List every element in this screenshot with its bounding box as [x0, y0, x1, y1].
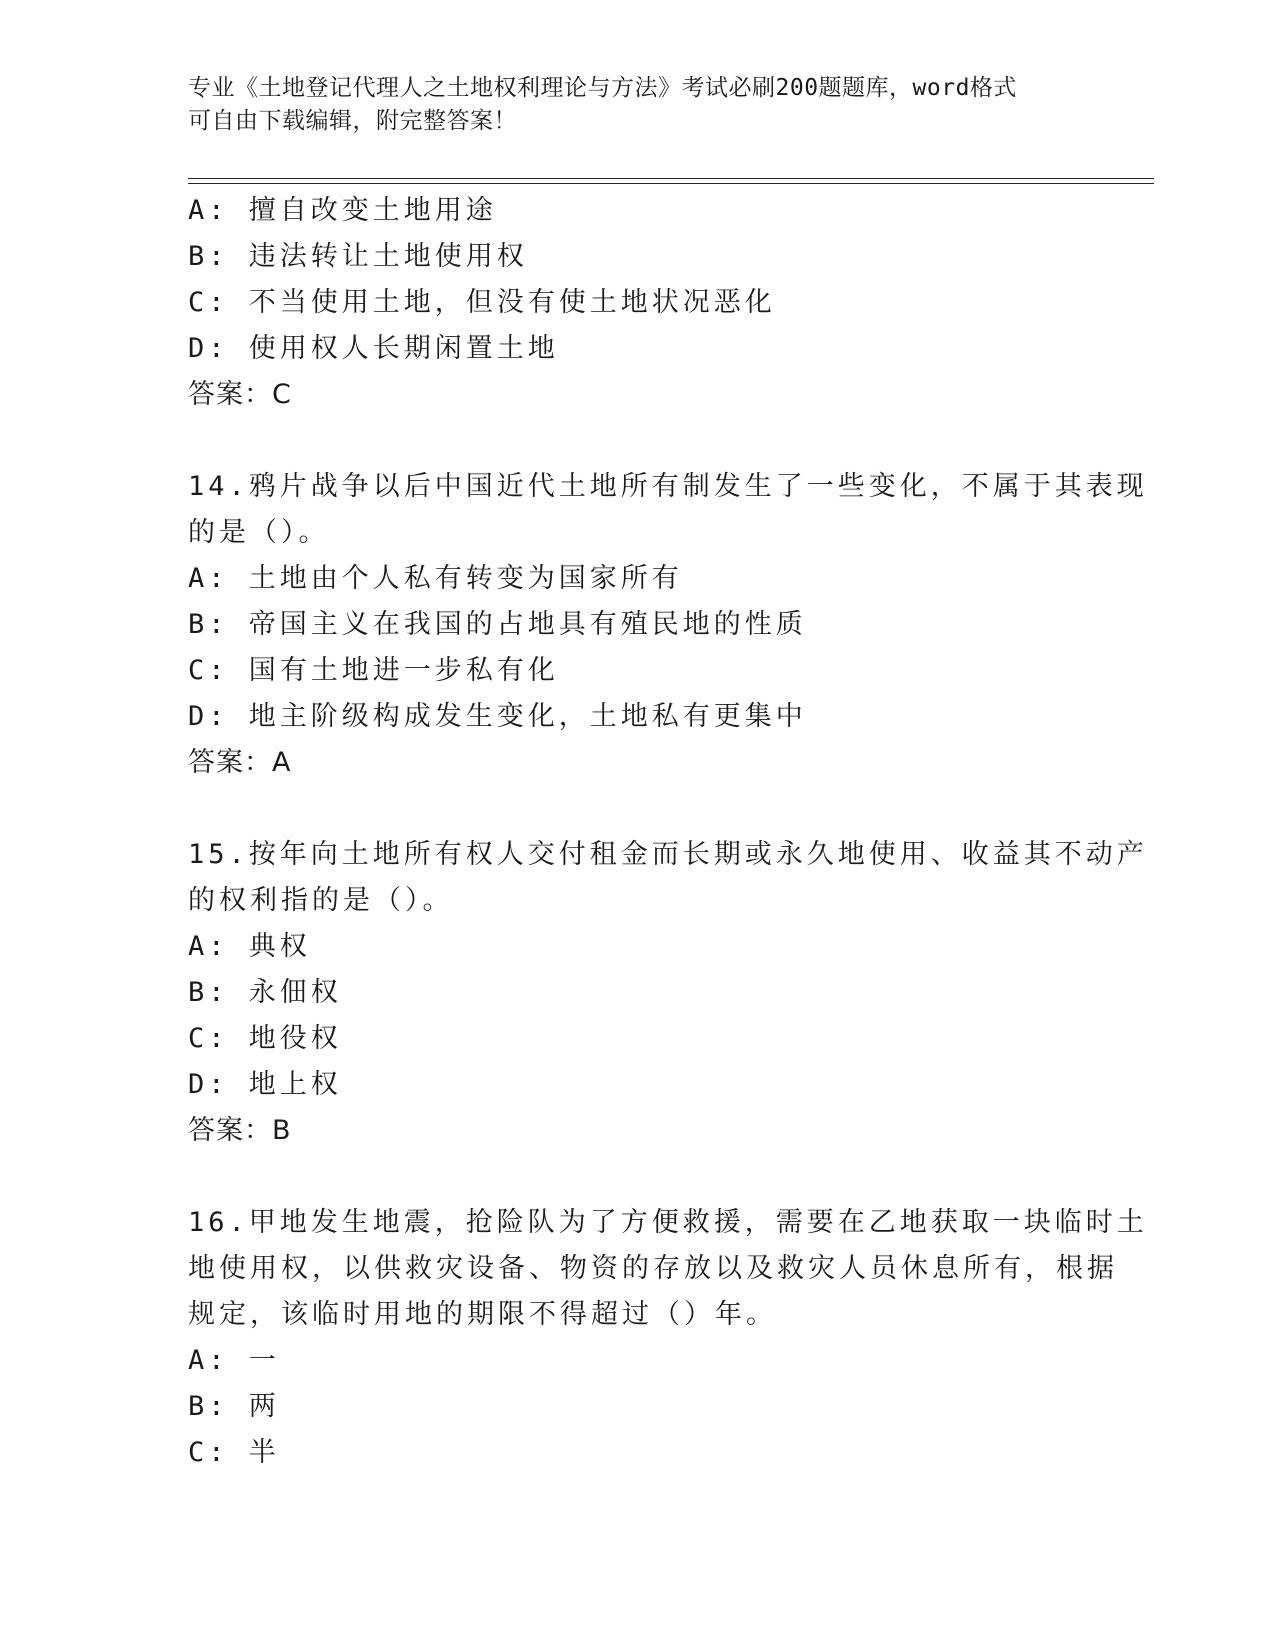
option-b: B: 违法转让土地使用权 — [188, 241, 528, 272]
option-d: D: 使用权人长期闲置土地 — [188, 333, 559, 364]
option-d: D: 地上权 — [188, 1069, 342, 1100]
answer-label: 答案：C — [188, 379, 292, 410]
option-d: D: 地主阶级构成发生变化，土地私有更集中 — [188, 701, 807, 732]
question-text-line: 15.按年向土地所有权人交付租金而长期或永久地使用、收益其不动产 — [188, 839, 1148, 870]
option-c: C: 半 — [188, 1437, 280, 1468]
option-c: C: 国有土地进一步私有化 — [188, 655, 559, 686]
question-text-line: 规定，该临时用地的期限不得超过（）年。 — [188, 1299, 777, 1330]
option-b: B: 两 — [188, 1391, 280, 1422]
answer-label: 答案：B — [188, 1115, 292, 1146]
question-text-line: 16.甲地发生地震，抢险队为了方便救援，需要在乙地获取一块临时土 — [188, 1207, 1148, 1238]
header-line-2: 可自由下载编辑，附完整答案！ — [188, 108, 517, 134]
answer-label: 答案：A — [188, 747, 292, 778]
option-a: A: 土地由个人私有转变为国家所有 — [188, 563, 683, 594]
question-text-line: 14.鸦片战争以后中国近代土地所有制发生了一些变化，不属于其表现 — [188, 471, 1148, 502]
question-text-line: 地使用权，以供救灾设备、物资的存放以及救灾人员休息所有，根据 — [188, 1253, 1118, 1284]
option-b: B: 永佃权 — [188, 977, 342, 1008]
document-body — [188, 188, 1148, 1476]
question-14 — [188, 464, 1148, 786]
option-c: C: 不当使用土地，但没有使土地状况恶化 — [188, 287, 776, 318]
document-header — [188, 72, 1088, 138]
option-b: B: 帝国主义在我国的占地具有殖民地的性质 — [188, 609, 807, 640]
header-line-1: 专业《土地登记代理人之土地权利理论与方法》考试必刷200题题库，word格式 — [188, 75, 1017, 101]
spacer — [188, 418, 1088, 464]
question-15 — [188, 832, 1148, 1154]
option-c: C: 地役权 — [188, 1023, 342, 1054]
option-a: A: 擅自改变土地用途 — [188, 195, 497, 226]
question-13-options — [188, 188, 1088, 418]
option-a: A: 典权 — [188, 931, 311, 962]
spacer — [188, 1154, 1088, 1200]
header-divider-bottom — [188, 183, 1154, 184]
question-text-line: 的是（）。 — [188, 517, 330, 548]
header-divider-top — [188, 178, 1154, 179]
spacer — [188, 786, 1088, 832]
option-a: A: 一 — [188, 1345, 280, 1376]
question-16 — [188, 1200, 1148, 1476]
question-text-line: 的权利指的是（）。 — [188, 885, 454, 916]
